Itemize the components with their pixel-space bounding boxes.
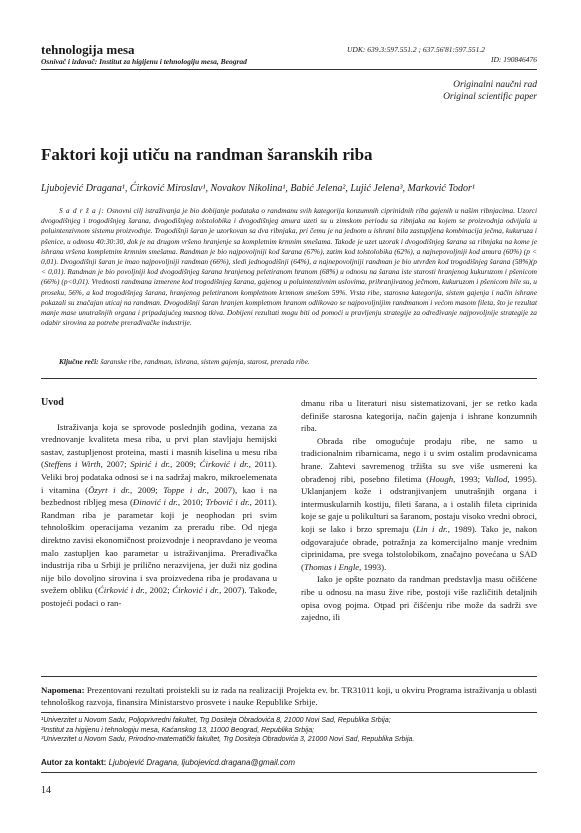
paper-type-en: Original scientific paper [443,92,537,102]
journal-title: tehnologija mesa [41,42,135,57]
intro-paragraph: Obrada ribe omogućuje prodaju ribe, ne samo u tradicionalnim ribarnicama, nego i u svim ostalim prodavnicama hrane. Zahtevi savremenog tržišta su sve više usmereni ka obrađenoj ribi, posebno filetima (Hough, 1993; Vallod, 1995). Uklanjanjem kože i odstranjivanjem unutrašnjih organa i intermuskularnih kostiju, fileti šarana, a i ostalih fileta ciprinida koje se gaje u polikulturi sa šaranom, postaju visoko vredni obroci, koji se lako i brzo spremaju (Lin i dr., 1989). Tako je, nakon odgovarajuće obrade, potražnja za komercijalno manje vrednim ciprinidama, pre svega tolstolobikom, značajno povećana u SAD (Thomas i Engle, 1993). [301,435,538,572]
contact-label: Autor za kontakt: [41,758,107,767]
keywords-label: Ključne reči: [59,357,99,366]
udk-block [347,45,537,65]
citation-author: Ćirković i dr. [172,585,220,596]
affiliation: ²Institut za higijenu i tehnologiju mesa, Kaćanskog 13, 11000 Beograd, Republika Srbija; [41,726,315,734]
note-label: Napomena: [41,685,85,695]
citation-author: Spirić i dr. [130,459,171,470]
citation-author: Toppe i dr. [163,484,207,495]
author-list: Ljubojević Dragana¹, Ćirković Miroslav¹, Novakov Nikolina¹, Babić Jelena², Lujić Jelena³, Marković Todor¹ [41,183,475,194]
keywords-text: šaranske ribe, randman, ishrana, sistem gajenja, starost, prerada ribe. [100,357,310,366]
affiliation: ¹Univerzitet u Novom Sadu, Poljoprivredni fakultet, Trg Dositeja Obradovića 8, 21000 Novi Sad, Republika Srbija; [41,717,391,724]
article-title: Faktori koji utiču na randman šaranskih riba [41,145,373,164]
intro-paragraph: dmanu riba u literaturi nisu sistematizovani, jer se retko kada definiše starosna kategorija, način gajenja i ishrane konzumnih riba. [301,398,537,434]
contact-line [41,758,295,767]
citation-author: Lin i dr. [415,523,448,534]
funding-note [41,684,537,708]
abstract-rule [41,378,537,379]
citation-author: Özyrt i dr. [88,484,131,495]
header-rule [41,69,537,70]
citation-author: Ćirković i dr. [97,585,145,596]
affiliation-rule [41,712,537,713]
section-heading: Uvod [41,397,64,408]
footer-rule [41,772,537,773]
keywords [41,357,537,366]
left-column [41,397,277,610]
publisher-line: Osnivač i izdavač: Institut za higijenu i tehnologiju mesa, Beograd [41,57,247,66]
citation-author: Steffens i Wirth [43,459,101,470]
udk-code: UDK: 639.3:597.551.2 ; 637.56'81:597.551.2 [347,45,486,54]
right-column [301,397,537,624]
id-code: ID: 190846476 [490,55,537,64]
citation-author: Thomas i Engle [303,561,360,572]
note-text: Prezentovani rezultati proistekli su iz rada na realizaciji Projekta ev. br. TR31011 koji, u okviru Programa istraživanja u oblasti tehnološkog razvoja, finansira Ministarstvo prosvete i nauke Republike Srbije. [41,685,537,707]
affiliations [41,716,537,745]
paper-type-sr: Originalni naučni rad [453,80,537,90]
affiliation: ³Univerzitet u Novom Sadu, Prirodno-matematički fakultet, Trg Dositeja Obradovića 3, 21000 Novi Sad, Republika Srbija. [41,736,415,744]
citation-author: Ćirković i dr. [199,459,249,470]
contact-text: Ljubojević Dragana, ljubojevicd.dragana@gmail.com [108,758,296,767]
intro-paragraph: Iako je opšte poznato da randman predstavlja masu očišćene ribe u odnosu na masu žive ribe, postoji više različitih detaljnih opisa ovog pojma. Otpad pri čišćenju ribe može da sadrži sve zajedno, ili [301,574,537,623]
page-number: 14 [41,785,51,796]
citation-author: Vallod [484,473,508,484]
citation-author: Trbović i dr. [205,497,250,508]
abstract-label: S a d r ž a j: [59,206,105,215]
intro-paragraph: Istraživanja koja se sprovode poslednjih godina, vezana za vrednovanje kvaliteta mesa riba, u prvi plan stavljaju hemijski sastav, zastupljenost proteina, masti i masnih kiselina u mesu riba (Steffens i Wirth, 2007; Spirić i dr., 2009; Ćirković i dr., 2011). Veliki broj podataka odnosi se i na sadržaj makro, mikroelemenata i vitamina (Özyrt i dr., 2009; Toppe i dr., 2007), kao i na bezbednost ribljeg mesa (Đinović i dr., 2010; Trbović i dr., 2011). Randman riba je parametar koji je neophodan pri svim tehnološkim operacijama vezanim za preradu ribe. Od njega direktno zavisi ekonomičnost proizvodnje i neopravdano je veoma malo zastupljen kao parametar u istraživanjima. Prerađivačka industrija riba u Srbiji je prilično nerazvijena, jer duži niz godina nije bilo dovoljno sirovina i sva proizvedena riba je prodavana u svežem obliku (Ćirković i dr., 2002; Ćirković i dr., 2007). Takođe, postojeći podaci o ran- [41,421,278,608]
note-rule [41,676,537,677]
citation-author: Hough [429,473,454,484]
abstract [41,206,537,328]
paper-type [443,79,537,103]
citation-author: Đinović i dr. [132,497,178,508]
abstract-text: Osnovni cilj istraživanja je bio dobijanje podataka o randmanu svih kategorija konzumnih ciprinidnih riba gajenih u našim ribnjacima. Uzorci dvogodišnjeg i trogodišnjeg šarana, dvogodišnjeg tolstolobika i dvogodišnjeg amura uzeti su u zimskom periodu sa ribnjaka na kojem se proizvodnja odvijala u poluintenzivnom sistemu proizvodnje. Trogodišnji šaran je uzorkovan sa dva ribnjaka, pri čemu je na jednom u ishrani bila zastupljena kombinacija ječma, kukuruza i pšenice, u odnosu 40:30:30, dok je na drugom vršeno hranjenje sa kompletnim krmnim smešama. Takođe je uzet uzorak i dvogodišnjeg šarana sa ribnjaka na kome je ishrana vršena kompletnim krmnim smešama. Randman je bio najpovoljniji kod šarana (67%), zatim kod tolstolobika (62%), a najnepovoljniji kod amura (60%) (p < 0,01). Dvogodišnji šaran je imao najpovoljniji randman (66%), sledi jednogodišnji (64%), a najnepovoljniji randman je bio utvrđen kod trogodišnjeg šarana (58%)(p < 0,01). Randman je bio povoljniji kod dvogodišnjeg šarana hranjenog peletiranom hranom (68%) u odnosu na šarana iste starosti hranjenog kukuruzom i pšenicom (66%) (p<0,01). Vrednosti randmana izmerene kod trogodišnjeg šarana, gajenog u poluintenzivnim uslovima, prihranjivanog ječmom, kukuruzom i pšenicom bile su, u proseku, 56%, a kod trogodišnjeg šarana, hranjenog peletiranom kompletnom krmnom smešom 59%. Vrsta ribe, starosna kategorija, sistem gajenja i način ishrane pokazali su značajan uticaj na randman. Dvogodišnji šaran hranjen kompletnom hranom odlikovao se najpovoljnijim randmanom i većom masom fileta, što je rezultat manje mase unutrašnjih organa i pripadajućeg masnog tkiva. Dobijeni rezultati mogu biti od pomoći u pravljenju strategije za određivanje najpovoljnije strategije za odabir sirovina za potrebe prerađivačke industrije. [41,206,538,328]
